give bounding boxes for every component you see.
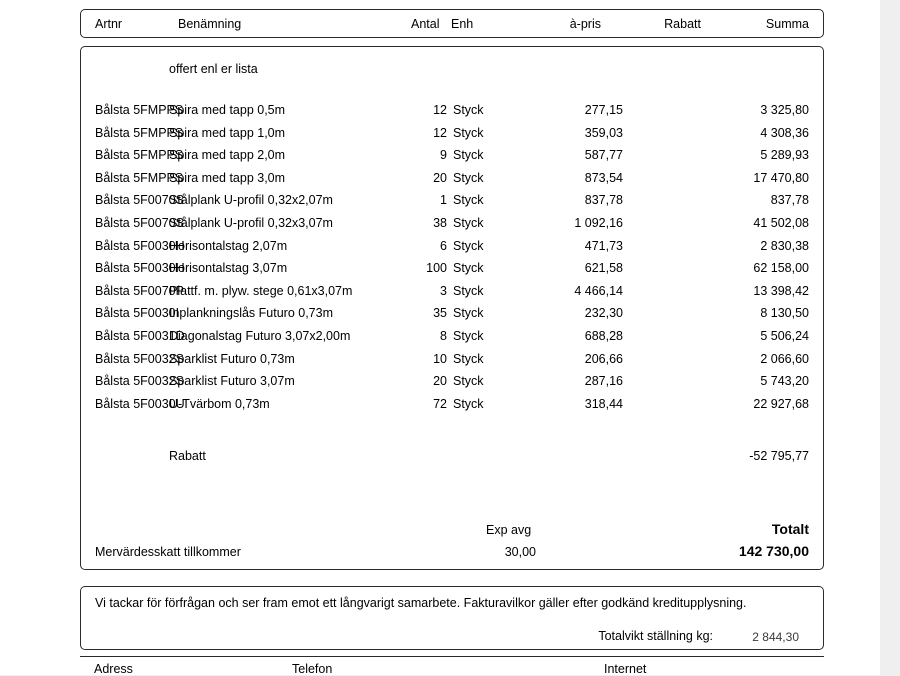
- cell-apris: 471,73: [584, 238, 623, 253]
- cell-apris: 287,16: [584, 374, 623, 389]
- cell-enh: Styck: [453, 351, 484, 366]
- cell-apris: 206,66: [584, 351, 623, 366]
- table-row: [81, 216, 823, 239]
- cell-summa: 8 130,50: [760, 306, 809, 321]
- cell-artnr: Bålsta 5F0030H: [95, 238, 185, 253]
- cell-antal: 20: [433, 170, 447, 185]
- quotation-document: [80, 0, 828, 675]
- cell-enh: Styck: [453, 396, 484, 411]
- table-row: [81, 329, 823, 352]
- cell-artnr: Bålsta 5F0030U: [95, 396, 185, 411]
- exp-avg-value: 30,00: [504, 545, 536, 559]
- cell-artnr: Bålsta 5FMPPS: [95, 170, 184, 185]
- table-row: [81, 103, 823, 126]
- cell-artnr: Bålsta 5F0070S: [95, 193, 184, 208]
- cell-enh: Styck: [453, 193, 484, 208]
- total-label: Totalt: [771, 521, 809, 537]
- column-header-antal: Antal: [411, 17, 440, 31]
- cell-artnr: Bålsta 5F0032S: [95, 374, 184, 389]
- cell-artnr: Bålsta 5FMPPS: [95, 125, 184, 140]
- footer-label-adress: Adress: [94, 662, 133, 676]
- cell-benamning: Spira med tapp 1,0m: [169, 125, 286, 140]
- cell-benamning: Diagonalstag Futuro 3,07x2,00m: [169, 328, 351, 343]
- cell-summa: 5 506,24: [760, 328, 809, 343]
- column-header-rabatt: Rabatt: [664, 17, 701, 31]
- cell-benamning: Inplankningslås Futuro 0,73m: [169, 306, 333, 321]
- table-row: [81, 261, 823, 284]
- cell-apris: 359,03: [584, 125, 623, 140]
- cell-apris: 621,58: [584, 261, 623, 276]
- cell-artnr: Bålsta 5FMPPS: [95, 103, 184, 117]
- cell-summa: 41 502,08: [753, 215, 809, 230]
- column-header-apris: à-pris: [569, 17, 601, 31]
- cell-summa: 17 470,80: [753, 170, 809, 185]
- cell-benamning: Horisontalstag 3,07m: [169, 261, 288, 276]
- cell-antal: 72: [433, 396, 447, 411]
- cell-summa: 13 398,42: [753, 283, 809, 298]
- table-row: [81, 306, 823, 329]
- total-weight-label: Totalvikt ställning kg:: [598, 629, 713, 643]
- footer-label-telefon: Telefon: [292, 662, 333, 676]
- cell-artnr: Bålsta 5FMPPS: [95, 148, 184, 163]
- order-note: offert enl er lista: [169, 62, 258, 76]
- cell-enh: Styck: [453, 148, 484, 163]
- table-row: [81, 193, 823, 216]
- discount-row: [81, 449, 823, 469]
- cell-benamning: Plattf. m. plyw. stege 0,61x3,07m: [169, 283, 353, 298]
- cell-summa: 2 066,60: [760, 351, 809, 366]
- cell-enh: Styck: [453, 215, 484, 230]
- cell-benamning: Sparklist Futuro 0,73m: [169, 351, 295, 366]
- cell-benamning: U-Tvärbom 0,73m: [169, 396, 270, 411]
- cell-apris: 688,28: [584, 328, 623, 343]
- cell-antal: 6: [440, 238, 447, 253]
- cell-summa: 2 830,38: [760, 238, 809, 253]
- cell-benamning: Stålplank U-profil 0,32x3,07m: [169, 215, 333, 230]
- table-row: [81, 352, 823, 375]
- cell-antal: 20: [433, 374, 447, 389]
- exp-avg-label: Exp avg: [486, 523, 532, 537]
- column-header-summa: Summa: [765, 17, 809, 31]
- cell-artnr: Bålsta 5F0030I: [95, 306, 180, 321]
- cell-antal: 100: [426, 261, 447, 276]
- column-header-benamning: Benämning: [178, 17, 242, 31]
- cell-benamning: Stålplank U-profil 0,32x2,07m: [169, 193, 333, 208]
- cell-antal: 1: [440, 193, 447, 208]
- cell-antal: 38: [433, 215, 447, 230]
- cell-enh: Styck: [453, 306, 484, 321]
- cell-artnr: Bålsta 5F0070P: [95, 283, 184, 298]
- cell-apris: 873,54: [584, 170, 623, 185]
- cell-enh: Styck: [453, 261, 484, 276]
- cell-benamning: Spira med tapp 2,0m: [169, 148, 286, 163]
- table-row: [81, 374, 823, 397]
- cell-summa: 3 325,80: [760, 103, 809, 117]
- cell-enh: Styck: [453, 238, 484, 253]
- thank-you-text: Vi tackar för förfrågan och ser fram emot ett långvarigt samarbete. Fakturavilkor gäller efter godkänd kreditupplysning.: [95, 596, 747, 610]
- column-header-enh: Enh: [451, 17, 474, 31]
- cell-apris: 318,44: [584, 396, 623, 411]
- cell-summa: 62 158,00: [753, 261, 809, 276]
- cell-summa: 837,78: [770, 193, 809, 208]
- cell-antal: 10: [433, 351, 447, 366]
- footer-message-panel: [80, 586, 824, 650]
- cell-apris: 1 092,16: [574, 215, 623, 230]
- cell-summa: 5 743,20: [760, 374, 809, 389]
- cell-apris: 277,15: [584, 103, 623, 117]
- table-row: [81, 239, 823, 262]
- cell-artnr: Bålsta 5F0032S: [95, 351, 184, 366]
- cell-antal: 9: [440, 148, 447, 163]
- cell-benamning: Spira med tapp 0,5m: [169, 103, 286, 117]
- table-row: [81, 397, 823, 420]
- footer-divider: [80, 656, 824, 657]
- cell-benamning: Horisontalstag 2,07m: [169, 238, 288, 253]
- vat-note: Mervärdesskatt tillkommer: [95, 545, 241, 559]
- discount-value: -52 795,77: [749, 449, 809, 463]
- cell-antal: 35: [433, 306, 447, 321]
- cell-summa: 4 308,36: [760, 125, 809, 140]
- cell-benamning: Sparklist Futuro 3,07m: [169, 374, 295, 389]
- total-value: 142 730,00: [738, 543, 809, 559]
- cell-enh: Styck: [453, 283, 484, 298]
- cell-artnr: Bålsta 5F0070S: [95, 215, 184, 230]
- cell-summa: 22 927,68: [753, 396, 809, 411]
- column-header-artnr: Artnr: [95, 17, 123, 31]
- cell-benamning: Spira med tapp 3,0m: [169, 170, 286, 185]
- cell-enh: Styck: [453, 125, 484, 140]
- line-items-list: [81, 103, 823, 419]
- cell-artnr: Bålsta 5F0030H: [95, 261, 185, 276]
- cell-antal: 12: [433, 125, 447, 140]
- cell-antal: 12: [433, 103, 447, 117]
- footer-label-internet: Internet: [604, 662, 647, 676]
- cell-enh: Styck: [453, 103, 484, 117]
- cell-apris: 232,30: [584, 306, 623, 321]
- cell-antal: 3: [440, 283, 447, 298]
- table-row: [81, 148, 823, 171]
- table-row: [81, 171, 823, 194]
- cell-apris: 587,77: [584, 148, 623, 163]
- cell-antal: 8: [440, 328, 447, 343]
- line-items-panel: [80, 46, 824, 570]
- total-weight-value: 2 844,30: [752, 630, 799, 644]
- table-row: [81, 284, 823, 307]
- cell-apris: 837,78: [584, 193, 623, 208]
- discount-label: Rabatt: [169, 449, 206, 463]
- cell-summa: 5 289,93: [760, 148, 809, 163]
- table-row: [81, 126, 823, 149]
- cell-artnr: Bålsta 5F0031D: [95, 328, 185, 343]
- cell-enh: Styck: [453, 328, 484, 343]
- table-header: [80, 9, 824, 38]
- cell-apris: 4 466,14: [574, 283, 623, 298]
- cell-enh: Styck: [453, 374, 484, 389]
- cell-enh: Styck: [453, 170, 484, 185]
